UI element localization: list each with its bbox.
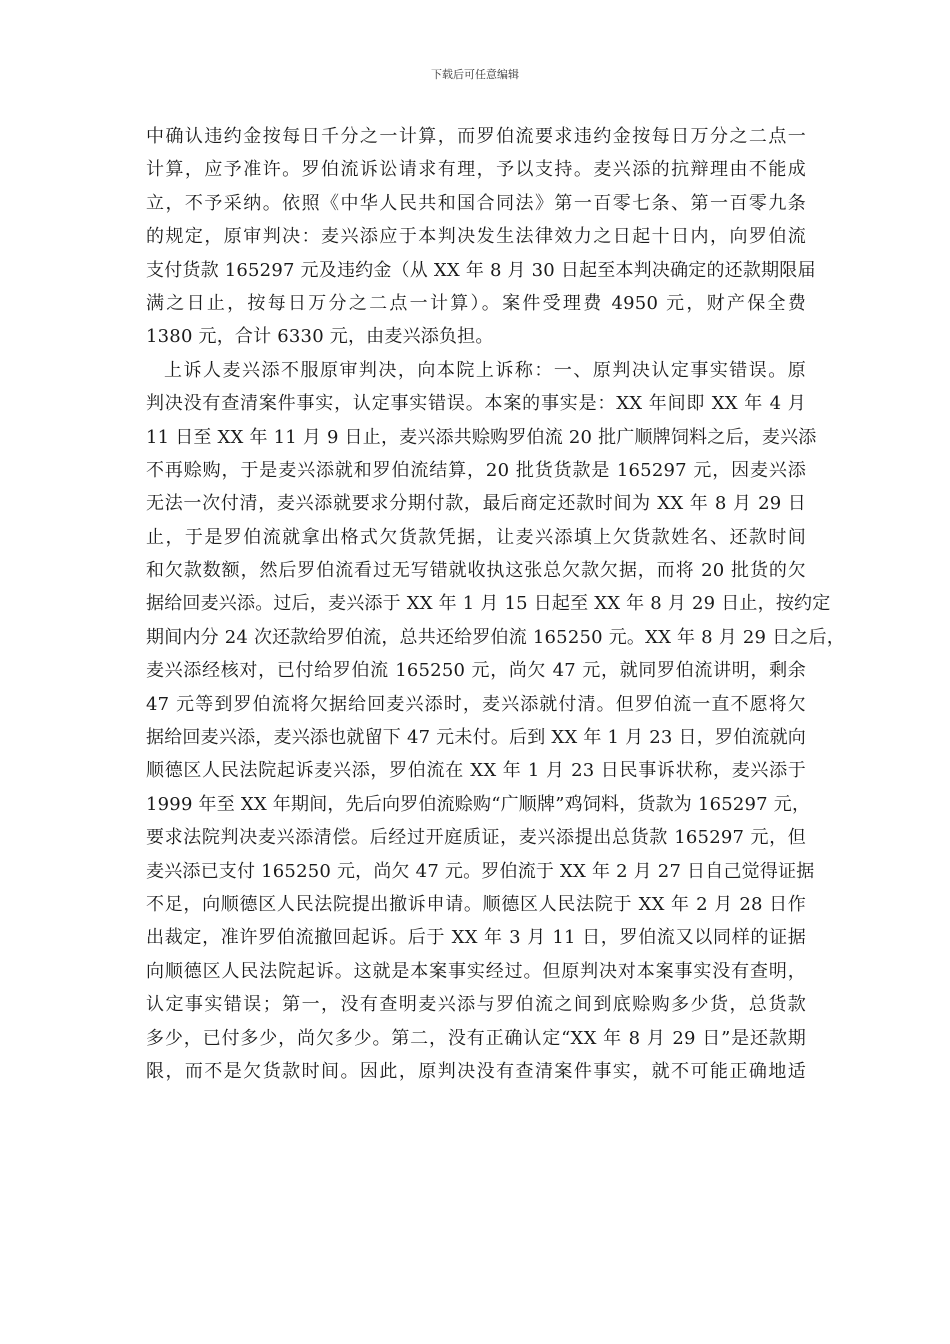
text-line: 的规定，原审判决：麦兴添应于本判决发生法律效力之日起十日内，向罗伯流 bbox=[146, 226, 806, 248]
text-line: 麦兴添已支付 165250 元，尚欠 47 元。罗伯流于 XX 年 2 月 27 日自己觉得证据 bbox=[146, 860, 815, 882]
text-line: 1380 元，合计 6330 元，由麦兴添负担。 bbox=[146, 326, 494, 348]
text-line: 据给回麦兴添，麦兴添也就留下 47 元未付。后到 XX 年 1 月 23 日，罗伯流就向 bbox=[146, 727, 806, 749]
document-body bbox=[146, 120, 845, 1088]
text-line: 判决没有查清案件事实，认定事实错误。本案的事实是：XX 年间即 XX 年 4 月 bbox=[146, 393, 806, 415]
page-header-note: 下载后可任意编辑 bbox=[431, 68, 519, 81]
text-line: 认定事实错误；第一，没有查明麦兴添与罗伯流之间到底赊购多少货，总货款 bbox=[146, 994, 806, 1016]
text-line: 11 日至 XX 年 11 月 9 日止，麦兴添共赊购罗伯流 20 批广顺牌饲料之后，麦兴添 bbox=[146, 426, 817, 448]
text-line: 止，于是罗伯流就拿出格式欠货款凭据，让麦兴添填上欠货款姓名、还款时间 bbox=[146, 526, 806, 548]
text-line: 出裁定，准许罗伯流撤回起诉。后于 XX 年 3 月 11 日，罗伯流又以同样的证据 bbox=[146, 927, 806, 949]
text-line: 向顺德区人民法院起诉。这就是本案事实经过。但原判决对本案事实没有查明， bbox=[146, 960, 806, 982]
text-line: 满之日止，按每日万分之二点一计算）。案件受理费 4950 元，财产保全费 bbox=[146, 292, 806, 314]
text-line: 要求法院判决麦兴添清偿。后经过开庭质证，麦兴添提出总货款 165297 元，但 bbox=[146, 827, 806, 849]
text-line: 中确认违约金按每日千分之一计算，而罗伯流要求违约金按每日万分之二点一 bbox=[146, 126, 806, 147]
text-line: 限，而不是欠货款时间。因此，原判决没有查清案件事实，就不可能正确地适 bbox=[146, 1060, 806, 1082]
text-line: 顺德区人民法院起诉麦兴添，罗伯流在 XX 年 1 月 23 日民事诉状称，麦兴添于 bbox=[146, 760, 806, 782]
text-line: 不再赊购，于是麦兴添就和罗伯流结算，20 批货货款是 165297 元，因麦兴添 bbox=[146, 459, 806, 481]
text-line: 47 元等到罗伯流将欠据给回麦兴添时，麦兴添就付清。但罗伯流一直不愿将欠 bbox=[146, 693, 806, 715]
text-line: 多少，已付多少，尚欠多少。第二，没有正确认定“XX 年 8 月 29 日”是还款期 bbox=[146, 1027, 806, 1049]
text-line: 上诉人麦兴添不服原审判决，向本院上诉称：一、原判决认定事实错误。原 bbox=[164, 359, 806, 381]
text-line: 和欠款数额，然后罗伯流看过无写错就收执这张总欠款欠据，而将 20 批货的欠 bbox=[146, 560, 806, 582]
text-line: 计算，应予准许。罗伯流诉讼请求有理，予以支持。麦兴添的抗辩理由不能成 bbox=[146, 159, 806, 181]
text-line: 期间内分 24 次还款给罗伯流，总共还给罗伯流 165250 元。XX 年 8 月 29 日之后， bbox=[146, 626, 845, 648]
text-line: 无法一次付清，麦兴添就要求分期付款，最后商定还款时间为 XX 年 8 月 29 日 bbox=[146, 493, 806, 515]
text-line: 麦兴添经核对，已付给罗伯流 165250 元，尚欠 47 元，就同罗伯流讲明，剩余 bbox=[146, 660, 806, 682]
text-line: 立，不予采纳。依照《中华人民共和国合同法》第一百零七条、第一百零九条 bbox=[146, 192, 806, 214]
text-line: 据给回麦兴添。过后，麦兴添于 XX 年 1 月 15 日起至 XX 年 8 月 29 日止，按约定 bbox=[146, 593, 831, 615]
text-line: 支付货款 165297 元及违约金（从 XX 年 8 月 30 日起至本判决确定的还款期限届 bbox=[146, 259, 816, 281]
text-line: 1999 年至 XX 年期间，先后向罗伯流赊购“广顺牌”鸡饲料，货款为 165297 元， bbox=[146, 793, 811, 815]
text-line: 不足，向顺德区人民法院提出撤诉申请。顺德区人民法院于 XX 年 2 月 28 日作 bbox=[146, 893, 806, 915]
